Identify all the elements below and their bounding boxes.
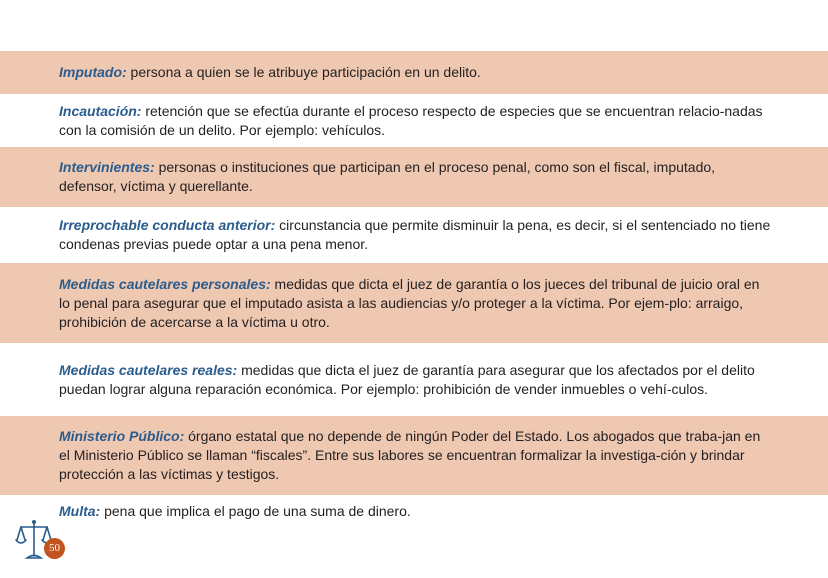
glossary-entry-incautacion [0,94,828,147]
glossary-entry-multa [0,495,828,529]
glossary-entry-medidas-reales [0,343,828,416]
entry-definition: órgano estatal que no depende de ningún Poder del Estado. Los abogados que traba-jan en el Ministerio Público se llaman “fiscales”. Entre sus labores se encuentran formalizar la investiga-ción y brindar protección a las víctimas y testigos. [59,428,761,482]
glossary-entry-intervinientes [0,147,828,207]
entry-term: Imputado: [59,64,127,80]
glossary-entry-ministerio-publico [0,416,828,495]
entry-term: Medidas cautelares personales: [59,275,271,292]
entry-text [59,502,411,521]
entry-text [59,216,772,254]
entry-text [59,63,481,82]
entry-definition: retención que se efectúa durante el proceso respecto de especies que se encuentran relacio-nadas con la comisión de un delito. Por ejemplo: vehículos. [59,102,763,138]
entry-definition: medidas que dicta el juez de garantía para asegurar que los afectados por el delito puedan lograr alguna reparación económica. Por ejemplo: prohibición de vender inmuebles o vehí-culos. [59,361,755,397]
entry-text [59,427,772,484]
entry-text [59,102,772,140]
page-number-badge: 50 [44,538,65,559]
glossary-entry-medidas-personales [0,263,828,343]
entry-term: Multa: [59,503,101,519]
entry-definition: circunstancia que permite disminuir la pena, es decir, si el sentenciado no tiene condenas previas puede optar a una pena menor. [59,217,771,252]
entry-term: Intervinientes: [59,159,155,175]
entry-term: Ministerio Público: [59,428,185,444]
entry-definition: persona a quien se le atribuye participación en un delito. [126,64,481,80]
entry-term: Irreprochable conducta anterior: [59,217,276,233]
glossary-entry-irreprochable-conducta [0,207,828,263]
glossary-entry-imputado [0,51,828,94]
entry-text [59,158,772,196]
entry-term: Medidas cautelares reales: [59,361,238,378]
entry-term: Incautación: [59,102,142,119]
entry-definition: personas o instituciones que participan en el proceso penal, como son el fiscal, imputado, defensor, víctima y querellante. [59,159,716,194]
entry-definition: medidas que dicta el juez de garantía o los jueces del tribunal de juicio oral en lo penal para asegurar que el imputado asista a las audiencias y/o proteger a la víctima. Por ejem-plo: arraigo, prohibición de acercarse a la víctima u otro. [59,275,760,330]
entry-text [59,361,772,399]
entry-text [59,275,772,332]
entry-definition: pena que implica el pago de una suma de dinero. [100,503,411,519]
